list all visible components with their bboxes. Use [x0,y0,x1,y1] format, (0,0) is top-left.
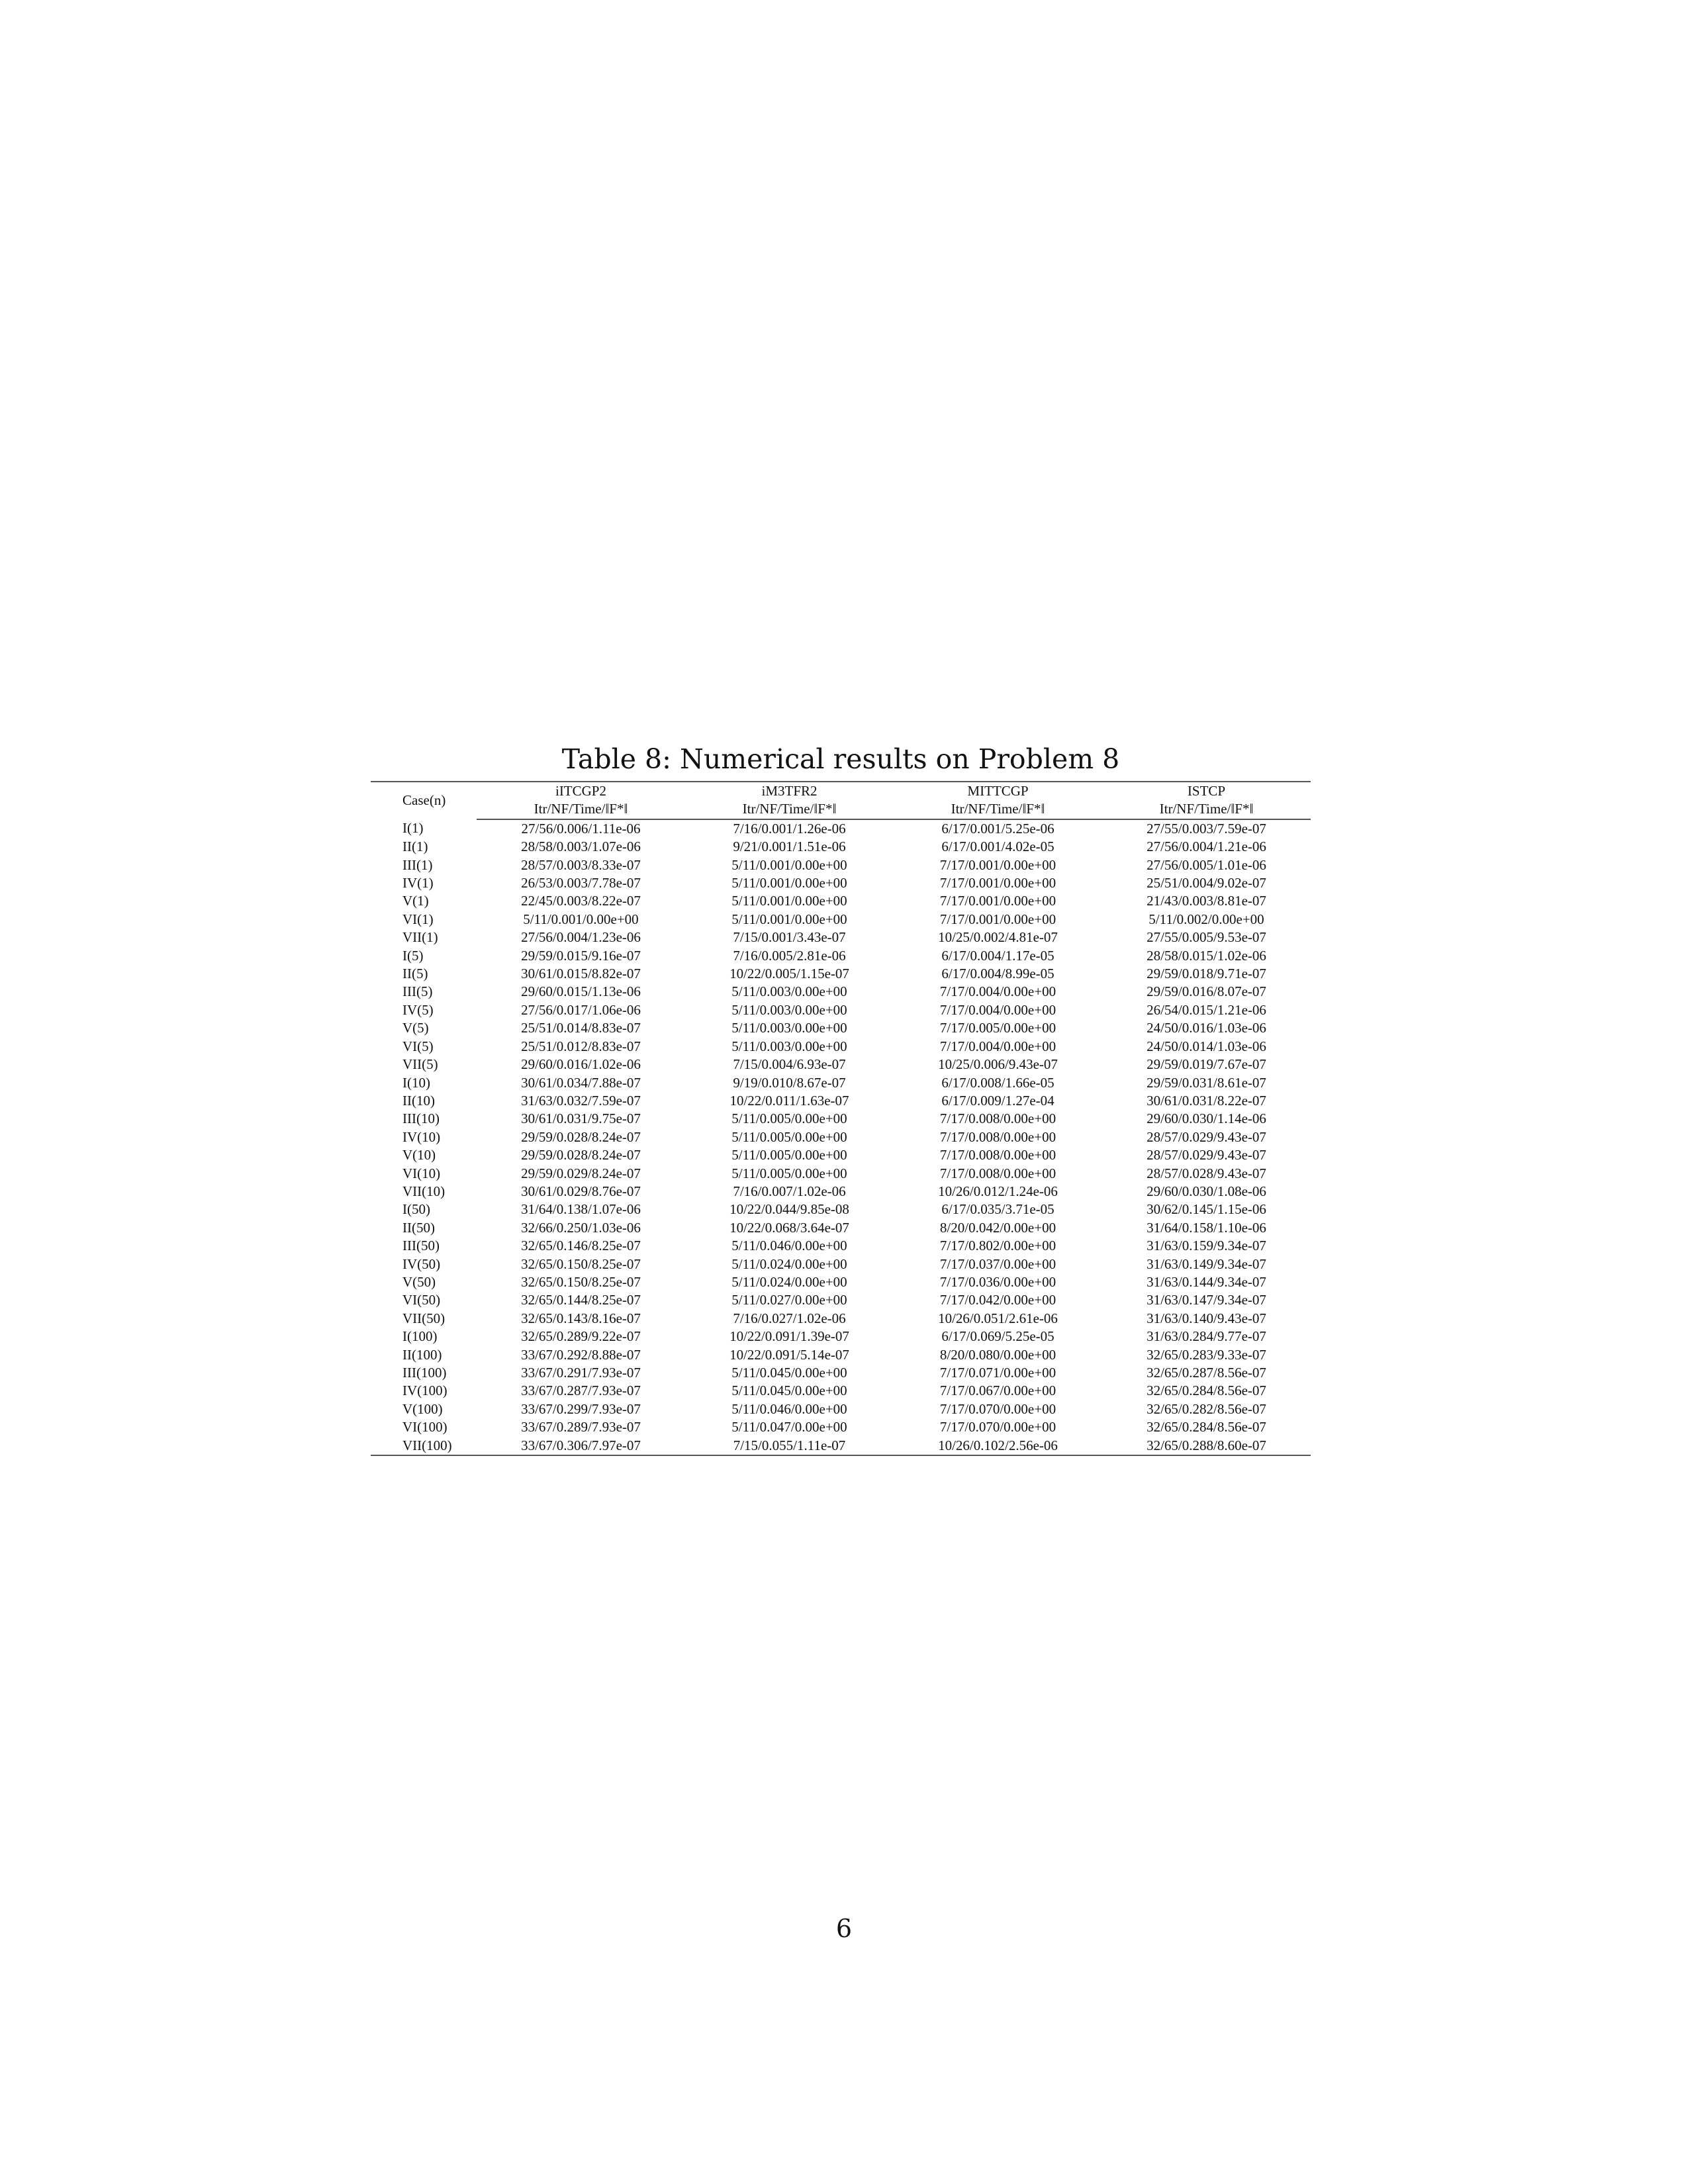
table-row [371,1418,1311,1436]
case-cell: VII(5) [402,1056,438,1073]
case-cell: VI(5) [402,1038,434,1054]
result-cell: 31/63/0.159/9.34e-07 [1147,1238,1266,1254]
result-cell: 32/66/0.250/1.03e-06 [521,1219,641,1236]
case-cell: IV(1) [402,875,434,891]
result-cell: 5/11/0.024/0.00e+00 [731,1273,847,1290]
result-cell: 6/17/0.069/5.25e-05 [941,1328,1055,1345]
result-cell: 32/65/0.146/8.25e-07 [521,1238,641,1254]
table-row [371,1273,1311,1291]
table-row [371,1165,1311,1183]
result-cell: 30/61/0.031/8.22e-07 [1147,1092,1266,1109]
table-row [371,965,1311,983]
result-cell: 7/17/0.070/0.00e+00 [939,1400,1056,1417]
result-cell: 5/11/0.001/0.00e+00 [523,911,639,927]
result-cell: 7/17/0.004/0.00e+00 [939,983,1056,1000]
table-row [371,1092,1311,1110]
result-cell: 30/61/0.015/8.82e-07 [521,966,641,982]
result-cell: 10/25/0.002/4.81e-07 [938,929,1058,946]
table-row [371,983,1311,1001]
case-cell: V(10) [402,1147,436,1163]
result-cell: 31/64/0.158/1.10e-06 [1147,1219,1266,1236]
table-header [371,782,1311,819]
table-row [371,1183,1311,1201]
result-cell: 6/17/0.004/8.99e-05 [941,966,1055,982]
result-cell: 7/17/0.008/0.00e+00 [939,1147,1056,1163]
method-header-mittcgp: MITTCGP [894,782,1102,800]
result-cell: 9/21/0.001/1.51e-06 [733,839,846,855]
case-cell: V(100) [402,1400,443,1417]
result-cell: 7/17/0.004/0.00e+00 [939,1038,1056,1054]
result-cell: 29/60/0.030/1.14e-06 [1147,1111,1266,1127]
result-cell: 5/11/0.003/0.00e+00 [731,1038,847,1054]
case-column-header: Case(n) [371,782,477,819]
result-cell: 28/57/0.028/9.43e-07 [1147,1165,1266,1181]
result-cell: 33/67/0.291/7.93e-07 [521,1365,641,1381]
result-cell: 28/57/0.029/9.43e-07 [1147,1147,1266,1163]
result-cell: 5/11/0.005/0.00e+00 [731,1111,847,1127]
result-cell: 33/67/0.292/8.88e-07 [521,1346,641,1363]
result-cell: 7/17/0.001/0.00e+00 [939,893,1056,909]
result-cell: 5/11/0.045/0.00e+00 [731,1365,847,1381]
result-cell: 27/56/0.006/1.11e-06 [521,820,641,837]
case-cell: I(10) [402,1074,430,1091]
table-row [371,1346,1311,1364]
result-cell: 29/59/0.015/9.16e-07 [521,947,641,964]
result-cell: 31/63/0.284/9.77e-07 [1147,1328,1266,1345]
result-cell: 24/50/0.016/1.03e-06 [1147,1020,1266,1036]
result-cell: 27/56/0.004/1.23e-06 [521,929,641,946]
result-cell: 32/65/0.150/8.25e-07 [521,1255,641,1272]
result-cell: 7/17/0.008/0.00e+00 [939,1111,1056,1127]
result-cell: 5/11/0.001/0.00e+00 [731,911,847,927]
table-row [371,874,1311,892]
result-cell: 32/65/0.289/9.22e-07 [521,1328,641,1345]
result-cell: 28/57/0.003/8.33e-07 [521,856,641,873]
case-cell: VI(1) [402,911,434,927]
case-cell: V(1) [402,893,429,909]
result-cell: 7/16/0.027/1.02e-06 [733,1310,846,1326]
results-table-container [371,781,1311,1456]
method-header-im3tfr2: iM3TFR2 [685,782,894,800]
result-cell: 10/25/0.006/9.43e-07 [938,1056,1058,1073]
result-cell: 33/67/0.299/7.93e-07 [521,1400,641,1417]
result-cell: 7/16/0.005/2.81e-06 [733,947,846,964]
result-cell: 7/17/0.037/0.00e+00 [939,1255,1056,1272]
case-cell: VII(1) [402,929,438,946]
result-cell: 7/17/0.042/0.00e+00 [939,1292,1056,1308]
table-row [371,1237,1311,1255]
result-cell: 32/65/0.150/8.25e-07 [521,1273,641,1290]
metric-subheader: Itr/NF/Time/‖F*‖ [1102,800,1311,819]
table-row [371,1128,1311,1146]
result-cell: 26/54/0.015/1.21e-06 [1147,1001,1266,1018]
table-row [371,1019,1311,1037]
result-cell: 29/59/0.018/9.71e-07 [1147,966,1266,982]
result-cell: 29/60/0.015/1.13e-06 [521,983,641,1000]
result-cell: 32/65/0.287/8.56e-07 [1147,1365,1266,1381]
result-cell: 10/22/0.044/9.85e-08 [729,1201,849,1218]
result-cell: 5/11/0.003/0.00e+00 [731,1001,847,1018]
table-row [371,1310,1311,1328]
result-cell: 6/17/0.008/1.66e-05 [941,1074,1055,1091]
result-cell: 7/16/0.001/1.26e-06 [733,820,846,837]
case-cell: VII(50) [402,1310,445,1326]
result-cell: 6/17/0.004/1.17e-05 [941,947,1055,964]
result-cell: 27/56/0.017/1.06e-06 [521,1001,641,1018]
result-cell: 6/17/0.001/4.02e-05 [941,839,1055,855]
result-cell: 7/17/0.067/0.00e+00 [939,1383,1056,1399]
result-cell: 5/11/0.001/0.00e+00 [731,856,847,873]
result-cell: 32/65/0.143/8.16e-07 [521,1310,641,1326]
result-cell: 7/16/0.007/1.02e-06 [733,1183,846,1199]
result-cell: 5/11/0.001/0.00e+00 [731,875,847,891]
result-cell: 21/43/0.003/8.81e-07 [1147,893,1266,909]
result-cell: 7/17/0.005/0.00e+00 [939,1020,1056,1036]
result-cell: 25/51/0.014/8.83e-07 [521,1020,641,1036]
result-cell: 6/17/0.009/1.27e-04 [941,1092,1055,1109]
result-cell: 5/11/0.045/0.00e+00 [731,1383,847,1399]
result-cell: 31/63/0.144/9.34e-07 [1147,1273,1266,1290]
table-row [371,1382,1311,1400]
result-cell: 7/17/0.802/0.00e+00 [939,1238,1056,1254]
result-cell: 5/11/0.046/0.00e+00 [731,1238,847,1254]
result-cell: 26/53/0.003/7.78e-07 [521,875,641,891]
result-cell: 5/11/0.005/0.00e+00 [731,1165,847,1181]
method-header-istcp: ISTCP [1102,782,1311,800]
case-cell: III(10) [402,1111,440,1127]
result-cell: 22/45/0.003/8.22e-07 [521,893,641,909]
table-row [371,1291,1311,1309]
result-cell: 5/11/0.003/0.00e+00 [731,983,847,1000]
result-cell: 32/65/0.284/8.56e-07 [1147,1383,1266,1399]
table-caption: Table 8: Numerical results on Problem 8 [561,743,1120,775]
case-cell: V(5) [402,1020,429,1036]
result-cell: 5/11/0.047/0.00e+00 [731,1419,847,1435]
table-row [371,1364,1311,1382]
result-cell: 32/65/0.283/9.33e-07 [1147,1346,1266,1363]
header-row-metrics [371,800,1311,819]
result-cell: 7/17/0.008/0.00e+00 [939,1128,1056,1145]
case-cell: IV(5) [402,1001,434,1018]
result-cell: 30/61/0.031/9.75e-07 [521,1111,641,1127]
result-cell: 5/11/0.002/0.00e+00 [1149,911,1264,927]
result-cell: 5/11/0.027/0.00e+00 [731,1292,847,1308]
result-cell: 7/17/0.008/0.00e+00 [939,1165,1056,1181]
result-cell: 33/67/0.289/7.93e-07 [521,1419,641,1435]
result-cell: 33/67/0.287/7.93e-07 [521,1383,641,1399]
result-cell: 28/57/0.029/9.43e-07 [1147,1128,1266,1145]
result-cell: 27/56/0.005/1.01e-06 [1147,856,1266,873]
case-cell: IV(100) [402,1383,447,1399]
case-cell: II(10) [402,1092,435,1109]
case-cell: I(1) [402,820,424,837]
result-cell: 7/15/0.001/3.43e-07 [733,929,846,946]
case-cell: II(100) [402,1346,442,1363]
result-cell: 5/11/0.046/0.00e+00 [731,1400,847,1417]
result-cell: 7/17/0.001/0.00e+00 [939,911,1056,927]
result-cell: 6/17/0.035/3.71e-05 [941,1201,1055,1218]
table-row [371,1219,1311,1237]
result-cell: 10/22/0.011/1.63e-07 [729,1092,849,1109]
result-cell: 10/22/0.091/5.14e-07 [729,1346,849,1363]
table-row [371,1110,1311,1128]
table-row [371,838,1311,856]
case-cell: VII(100) [371,1437,477,1455]
result-cell: 7/15/0.004/6.93e-07 [733,1056,846,1073]
result-cell: 29/59/0.029/8.24e-07 [521,1165,641,1181]
result-cell: 25/51/0.012/8.83e-07 [521,1038,641,1054]
result-cell: 27/56/0.004/1.21e-06 [1147,839,1266,855]
result-cell: 10/26/0.012/1.24e-06 [938,1183,1058,1199]
result-cell: 28/58/0.003/1.07e-06 [521,839,641,855]
result-cell: 31/63/0.032/7.59e-07 [521,1092,641,1109]
table-row [371,819,1311,838]
result-cell: 8/20/0.042/0.00e+00 [939,1219,1056,1236]
result-cell: 10/22/0.091/1.39e-07 [729,1328,849,1345]
table-row [371,929,1311,946]
result-cell: 32/65/0.284/8.56e-07 [1147,1419,1266,1435]
result-cell: 30/62/0.145/1.15e-06 [1147,1201,1266,1218]
case-cell: III(50) [402,1238,440,1254]
case-cell: VI(100) [402,1419,447,1435]
result-cell: 32/65/0.144/8.25e-07 [521,1292,641,1308]
result-cell: 10/26/0.102/2.56e-06 [894,1437,1102,1455]
result-cell: 28/58/0.015/1.02e-06 [1147,947,1266,964]
result-cell: 31/63/0.149/9.34e-07 [1147,1255,1266,1272]
result-cell: 24/50/0.014/1.03e-06 [1147,1038,1266,1054]
table-row [371,1001,1311,1019]
case-cell: II(1) [402,839,428,855]
result-cell: 7/17/0.001/0.00e+00 [939,875,1056,891]
metric-subheader: Itr/NF/Time/‖F*‖ [477,800,685,819]
table-row [371,1038,1311,1056]
table-row [371,1074,1311,1092]
table-row [371,1400,1311,1418]
case-cell: I(50) [402,1201,430,1218]
table-body [371,819,1311,1455]
table-row [371,947,1311,965]
table-row [371,1328,1311,1345]
result-cell: 5/11/0.003/0.00e+00 [731,1020,847,1036]
case-cell: VI(10) [402,1165,441,1181]
case-cell: III(100) [402,1365,447,1381]
header-row-methods [371,782,1311,800]
result-cell: 25/51/0.004/9.02e-07 [1147,875,1266,891]
case-cell: IV(10) [402,1128,441,1145]
result-cell: 29/59/0.031/8.61e-07 [1147,1074,1266,1091]
result-cell: 29/59/0.028/8.24e-07 [521,1128,641,1145]
result-cell: 29/59/0.019/7.67e-07 [1147,1056,1266,1073]
result-cell: 7/17/0.071/0.00e+00 [939,1365,1056,1381]
case-cell: II(5) [402,966,428,982]
result-cell: 6/17/0.001/5.25e-06 [941,820,1055,837]
result-cell: 5/11/0.001/0.00e+00 [731,893,847,909]
result-cell: 29/59/0.028/8.24e-07 [521,1147,641,1163]
result-cell: 31/63/0.140/9.43e-07 [1147,1310,1266,1326]
table-row [371,1146,1311,1164]
case-cell: VI(50) [402,1292,441,1308]
result-cell: 5/11/0.024/0.00e+00 [731,1255,847,1272]
result-cell: 5/11/0.005/0.00e+00 [731,1128,847,1145]
result-cell: 30/61/0.029/8.76e-07 [521,1183,641,1199]
result-cell: 8/20/0.080/0.00e+00 [939,1346,1056,1363]
result-cell: 7/15/0.055/1.11e-07 [685,1437,894,1455]
metric-subheader: Itr/NF/Time/‖F*‖ [685,800,894,819]
result-cell: 7/17/0.001/0.00e+00 [939,856,1056,873]
result-cell: 7/17/0.070/0.00e+00 [939,1419,1056,1435]
result-cell: 10/22/0.005/1.15e-07 [729,966,849,982]
table-row [371,1056,1311,1073]
result-cell: 30/61/0.034/7.88e-07 [521,1074,641,1091]
result-cell: 9/19/0.010/8.67e-07 [733,1074,846,1091]
result-cell: 7/17/0.036/0.00e+00 [939,1273,1056,1290]
table-row [371,856,1311,874]
case-cell: II(50) [402,1219,435,1236]
result-cell: 31/64/0.138/1.07e-06 [521,1201,641,1218]
result-cell: 5/11/0.005/0.00e+00 [731,1147,847,1163]
table-row [371,1201,1311,1218]
result-cell: 27/55/0.005/9.53e-07 [1147,929,1266,946]
result-cell: 29/59/0.016/8.07e-07 [1147,983,1266,1000]
result-cell: 10/22/0.068/3.64e-07 [729,1219,849,1236]
result-cell: 27/55/0.003/7.59e-07 [1147,820,1266,837]
table-row [371,911,1311,929]
case-cell: I(100) [402,1328,438,1345]
metric-subheader: Itr/NF/Time/‖F*‖ [894,800,1102,819]
result-cell: 10/26/0.051/2.61e-06 [938,1310,1058,1326]
result-cell: 29/60/0.030/1.08e-06 [1147,1183,1266,1199]
case-cell: III(5) [402,983,433,1000]
case-cell: VII(10) [402,1183,445,1199]
result-cell: 33/67/0.306/7.97e-07 [477,1437,685,1455]
result-cell: 32/65/0.288/8.60e-07 [1102,1437,1311,1455]
case-cell: III(1) [402,856,433,873]
case-cell: IV(50) [402,1255,441,1272]
table-row [371,1437,1311,1455]
table-row [371,892,1311,910]
method-header-iitcgp2: iITCGP2 [477,782,685,800]
case-cell: V(50) [402,1273,436,1290]
result-cell: 7/17/0.004/0.00e+00 [939,1001,1056,1018]
result-cell: 31/63/0.147/9.34e-07 [1147,1292,1266,1308]
results-table [371,781,1311,1456]
case-cell: I(5) [402,947,424,964]
result-cell: 32/65/0.282/8.56e-07 [1147,1400,1266,1417]
table-row [371,1255,1311,1273]
result-cell: 29/60/0.016/1.02e-06 [521,1056,641,1073]
page-number: 6 [835,1914,853,1943]
